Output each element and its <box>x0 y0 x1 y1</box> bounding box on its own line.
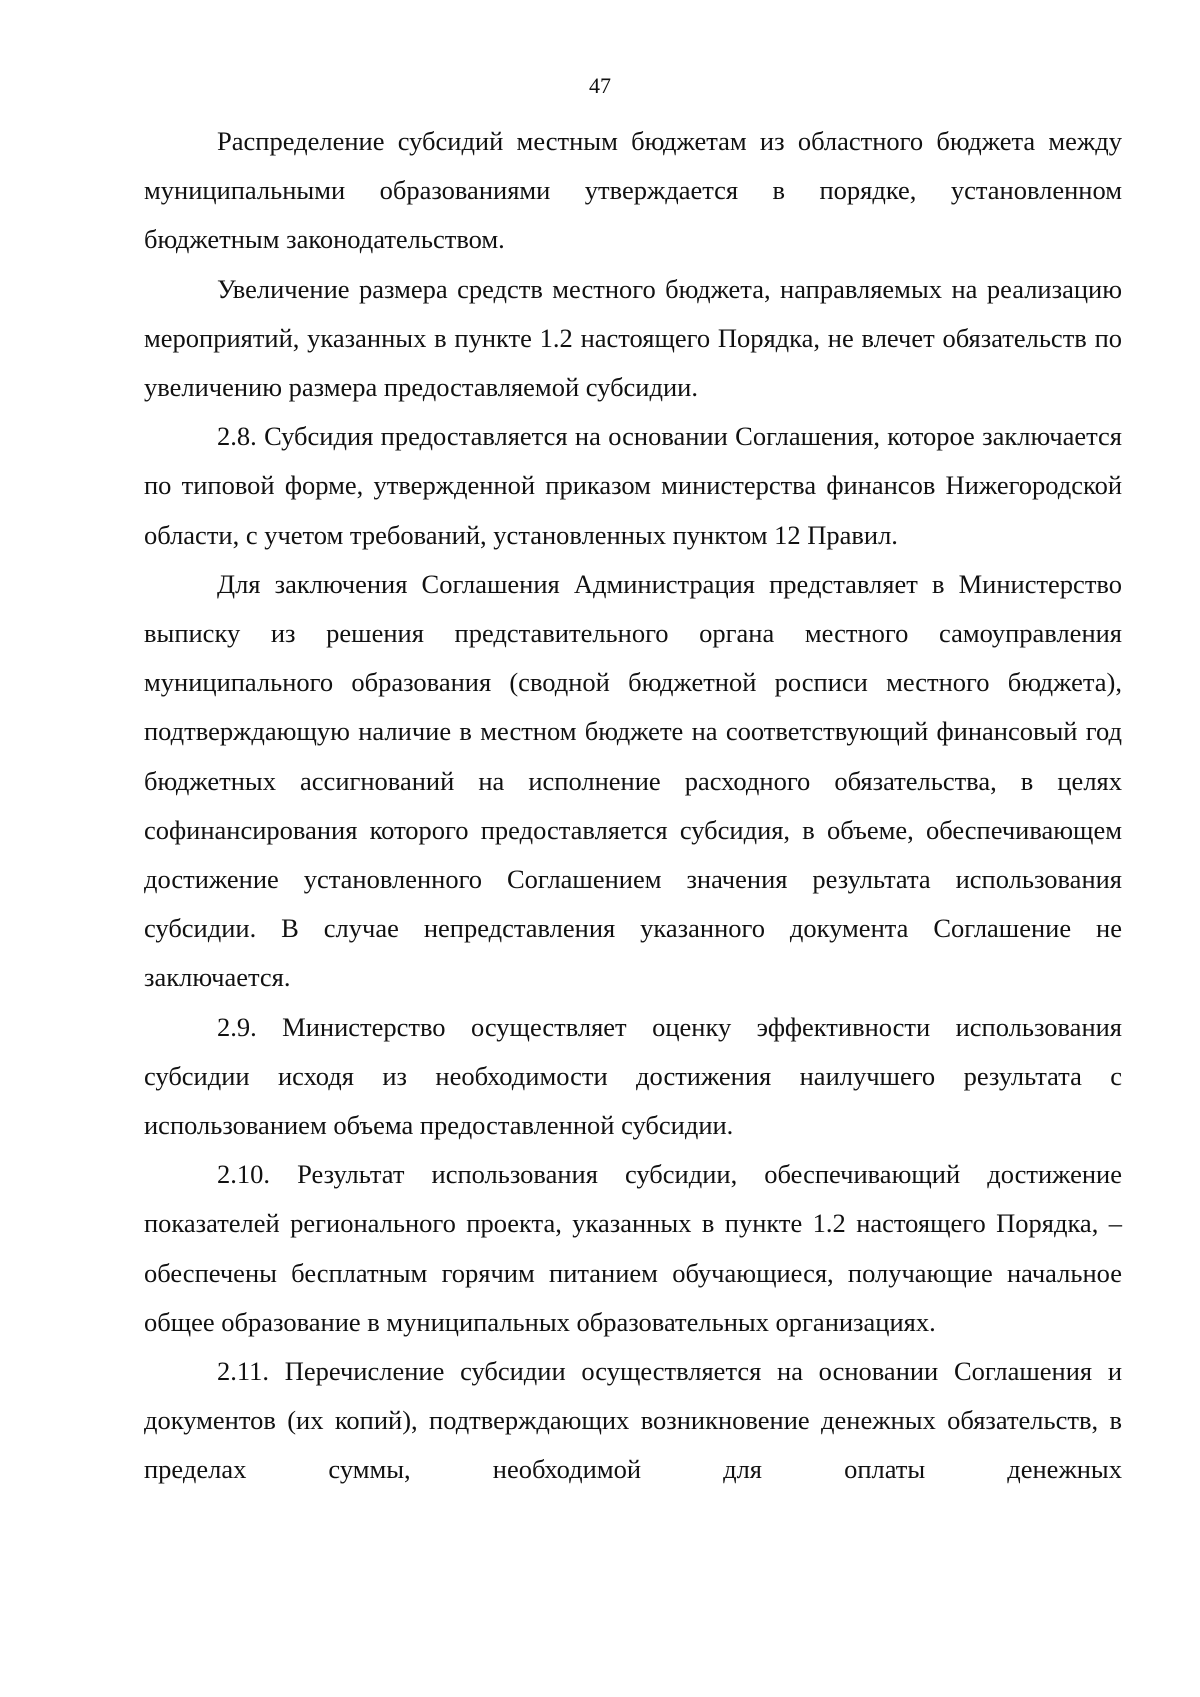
paragraph-2-9: 2.9. Министерство осуществляет оценку эффективности использования субсидии исходя из необходимости достижения наилучшего результата с использованием объема предоставленной субсидии. <box>144 1011 1122 1141</box>
paragraph-agreement-conclusion: Для заключения Соглашения Администрация представляет в Министерство выписку из решения представительного органа местного самоуправления муниципального образования (сводной бюджетной росписи местного бюджета), подтверждающую наличие в местном бюджете на соответствующий финансовый год бюджетных ассигнований на исполнение расходного обязательства, в целях софинансирования которого предоставляется субсидия, в объеме, обеспечивающем достижение установленного Соглашением значения результата использования субсидии. В случае непредставления указанного документа Соглашение не заключается. <box>144 568 1122 993</box>
paragraph-2-8: 2.8. Субсидия предоставляется на основании Соглашения, которое заключается по типовой форме, утвержденной приказом министерства финансов Нижегородской области, с учетом требований, установленных пунктом 12 Правил. <box>144 421 1122 550</box>
paragraph-2-10: 2.10. Результат использования субсидии, обеспечивающий достижение показателей регионального проекта, указанных в пункте 1.2 настоящего Порядка, – обеспечены бесплатным горячим питанием обучающиеся, получающие начальное общее образование в муниципальных образовательных организациях. <box>144 1159 1122 1337</box>
paragraph-subsidy-distribution: Распределение субсидий местным бюджетам из областного бюджета между муниципальными образованиями утверждается в порядке, установленном бюджетным законодательством. <box>144 126 1122 255</box>
paragraph-2-11: 2.11. Перечисление субсидии осуществляется на основании Соглашения и документов (их копий), подтверждающих возникновение денежных обязательств, в пределах суммы, необходимой для оплаты денежных <box>144 1356 1122 1485</box>
page-number: 47 <box>589 73 611 98</box>
document-body <box>144 117 1122 1495</box>
paragraph-budget-increase: Увеличение размера средств местного бюджета, направляемых на реализацию мероприятий, указанных в пункте 1.2 настоящего Порядка, не влечет обязательств по увеличению размера предоставляемой субсидии. <box>144 273 1122 403</box>
